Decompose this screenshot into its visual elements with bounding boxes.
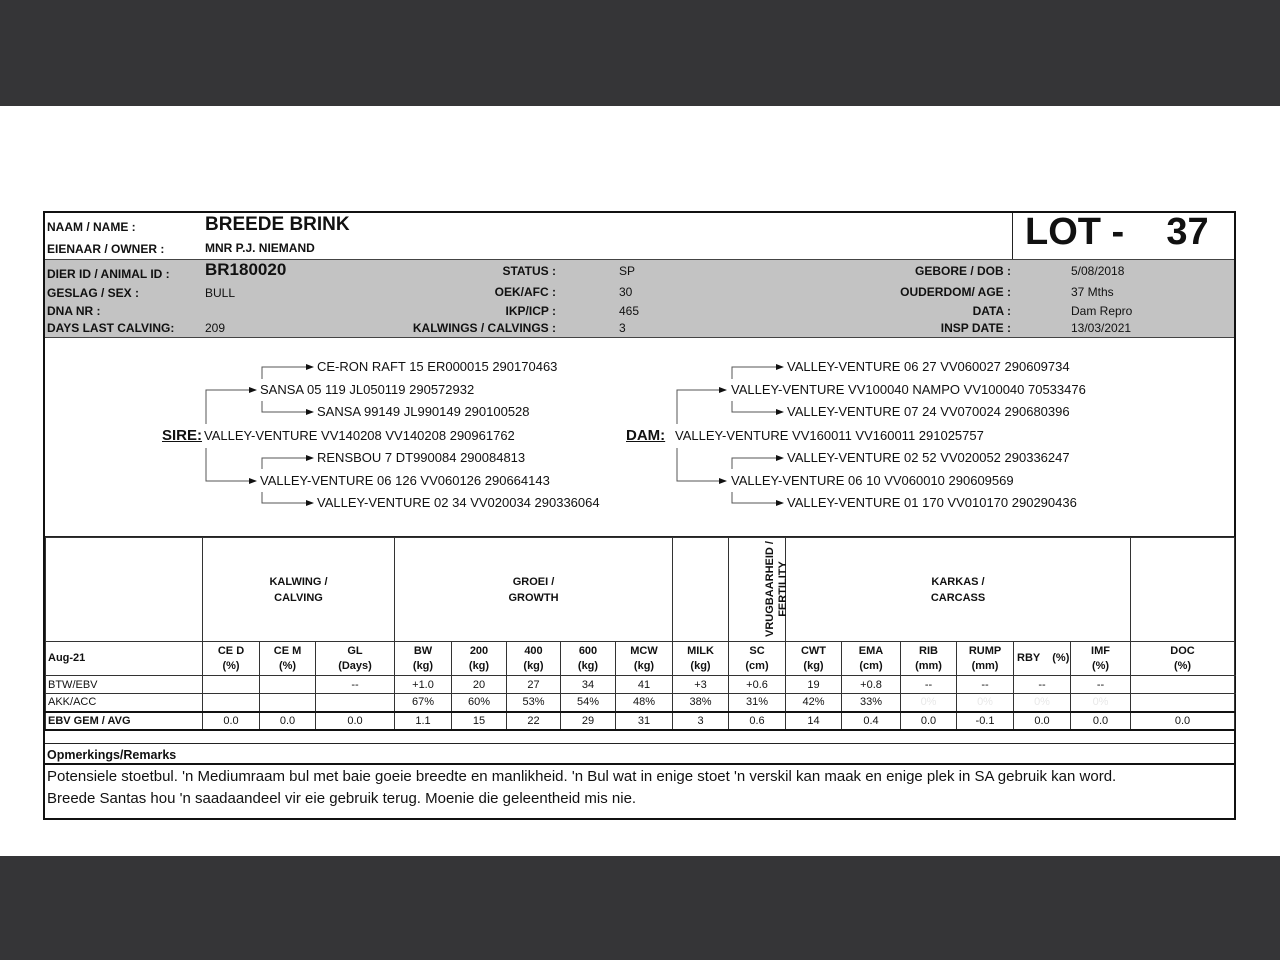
ebv-cell-ce-d bbox=[203, 694, 260, 712]
lot-number: LOT - 37 bbox=[1025, 211, 1209, 253]
ebv-cell-cwt: 42% bbox=[786, 694, 842, 712]
col-header-rib bbox=[901, 642, 957, 676]
col-name: RUMP bbox=[968, 644, 1002, 657]
col-name: BW bbox=[413, 644, 433, 657]
col-header-600 bbox=[561, 642, 616, 676]
lot-sheet bbox=[43, 211, 1236, 820]
group-carcass bbox=[786, 538, 1131, 642]
ebv-cell-rby: -- bbox=[1014, 676, 1071, 694]
ebv-cell-200: 15 bbox=[452, 712, 507, 730]
ebv-cell-ema: +0.8 bbox=[842, 676, 901, 694]
col-unit: (%) bbox=[1052, 652, 1070, 664]
col-name: 200 bbox=[469, 644, 489, 657]
ebv-cell-rib: -- bbox=[901, 676, 957, 694]
ebv-cell-sc: +0.6 bbox=[729, 676, 786, 694]
ebv-cell-600: 54% bbox=[561, 694, 616, 712]
col-header-doc bbox=[1131, 642, 1235, 676]
col-header-rby bbox=[1014, 642, 1071, 676]
group-calving-line1: KALWING / bbox=[269, 575, 328, 588]
insp-date-label: INSP DATE : bbox=[940, 321, 1011, 335]
ebv-cell-doc bbox=[1131, 676, 1235, 694]
ebv-cell-mcw: 48% bbox=[616, 694, 673, 712]
data-value: Dam Repro bbox=[1071, 304, 1133, 318]
group-growth bbox=[395, 538, 673, 642]
ebv-cell-ce-d: 0.0 bbox=[203, 712, 260, 730]
dam-dam-sire-name: VALLEY-VENTURE 02 52 VV020052 290336247 bbox=[787, 450, 1070, 465]
ebv-row-ebv bbox=[46, 676, 1235, 694]
group-empty bbox=[46, 538, 203, 642]
col-name: GL bbox=[347, 644, 363, 657]
col-header-bw bbox=[395, 642, 452, 676]
group-growth-line1: GROEI / bbox=[512, 575, 555, 588]
col-header-400 bbox=[507, 642, 561, 676]
col-unit: (kg) bbox=[412, 659, 434, 672]
ebv-cell-200: 20 bbox=[452, 676, 507, 694]
ebv-cell-cwt: 19 bbox=[786, 676, 842, 694]
ebv-cell-milk: 3 bbox=[673, 712, 729, 730]
col-name: 600 bbox=[578, 644, 598, 657]
ebv-cell-600: 34 bbox=[561, 676, 616, 694]
col-header-ce-m bbox=[260, 642, 316, 676]
ebv-cell-milk: +3 bbox=[673, 676, 729, 694]
ebv-cell-rby: 0% bbox=[1014, 694, 1071, 712]
col-unit: (kg) bbox=[803, 659, 824, 672]
ebv-cell-rump: 0% bbox=[957, 694, 1014, 712]
ebv-cell-ce-m bbox=[260, 694, 316, 712]
calvings-value: 3 bbox=[619, 321, 626, 335]
ebv-cell-bw: +1.0 bbox=[395, 676, 452, 694]
owner-label: EIENAAR / OWNER : bbox=[47, 242, 165, 256]
sire-sire-dam-name: SANSA 99149 JL990149 290100528 bbox=[317, 404, 530, 419]
sex-value: BULL bbox=[205, 286, 236, 300]
col-header-rump bbox=[957, 642, 1014, 676]
ebv-cell-mcw: 31 bbox=[616, 712, 673, 730]
ebv-cell-rby: 0.0 bbox=[1014, 712, 1071, 730]
data-label: DATA : bbox=[972, 304, 1011, 318]
sire-sire-name: SANSA 05 119 JL050119 290572932 bbox=[260, 382, 475, 397]
col-name: CE M bbox=[273, 644, 302, 657]
owner-value: MNR P.J. NIEMAND bbox=[205, 241, 315, 255]
remarks-body bbox=[47, 766, 1232, 810]
col-unit: (kg) bbox=[577, 659, 599, 672]
group-carcass-line2: CARCASS bbox=[930, 591, 986, 604]
ebv-cell-doc bbox=[1131, 694, 1235, 712]
status-label: STATUS : bbox=[502, 264, 556, 278]
age-value: 37 Mths bbox=[1071, 285, 1114, 299]
status-value: SP bbox=[619, 264, 636, 278]
col-unit: (kg) bbox=[690, 659, 711, 672]
header-name-block bbox=[45, 213, 1234, 259]
col-header-mcw bbox=[616, 642, 673, 676]
calvings-label: KALWINGS / CALVINGS : bbox=[412, 321, 556, 335]
col-unit: (cm) bbox=[859, 659, 883, 672]
col-unit: (kg) bbox=[523, 659, 544, 672]
col-name: MCW bbox=[630, 644, 658, 657]
ebv-cell-400: 22 bbox=[507, 712, 561, 730]
ebv-cell-rump: -0.1 bbox=[957, 712, 1014, 730]
ebv-cell-bw: 67% bbox=[395, 694, 452, 712]
pedigree-section bbox=[45, 338, 1234, 537]
ebv-cell-ce-d bbox=[203, 676, 260, 694]
col-header-ce-d bbox=[203, 642, 260, 676]
col-name: 400 bbox=[524, 644, 543, 657]
col-unit: (%) bbox=[1173, 659, 1192, 672]
col-unit: (%) bbox=[1091, 659, 1110, 672]
col-unit: (kg) bbox=[633, 659, 655, 672]
col-header-cwt bbox=[786, 642, 842, 676]
dob-label: GEBORE / DOB : bbox=[914, 264, 1011, 278]
animal-details bbox=[45, 259, 1234, 338]
col-name: IMF bbox=[1091, 644, 1110, 657]
ebv-cell-ema: 33% bbox=[842, 694, 901, 712]
row-label: EBV GEM / AVG bbox=[46, 712, 203, 730]
dam-dam-dam-name: VALLEY-VENTURE 01 170 VV010170 290290436 bbox=[787, 495, 1077, 510]
sex-label: GESLAG / SEX : bbox=[47, 286, 140, 300]
row-label: AKK/ACC bbox=[46, 694, 203, 712]
group-calving bbox=[203, 538, 395, 642]
col-unit: (%) bbox=[222, 659, 240, 672]
ebv-cell-ema: 0.4 bbox=[842, 712, 901, 730]
col-name: MILK bbox=[687, 644, 714, 657]
ebv-cell-imf: -- bbox=[1071, 676, 1131, 694]
days-last-calving-value: 209 bbox=[205, 321, 226, 335]
bottom-dark-band bbox=[0, 856, 1280, 960]
ebv-cell-bw: 1.1 bbox=[395, 712, 452, 730]
ebv-cell-imf: 0% bbox=[1071, 694, 1131, 712]
ebv-row-average bbox=[46, 712, 1235, 730]
col-unit: (mm) bbox=[915, 659, 942, 672]
ebv-cell-cwt: 14 bbox=[786, 712, 842, 730]
name-value: BREEDE BRINK bbox=[205, 214, 350, 235]
ebv-cell-600: 29 bbox=[561, 712, 616, 730]
ebv-cell-400: 53% bbox=[507, 694, 561, 712]
ebv-period: Aug-21 bbox=[46, 642, 203, 676]
sire-dam-dam-name: VALLEY-VENTURE 02 34 VV020034 290336064 bbox=[317, 495, 600, 510]
ebv-cell-doc: 0.0 bbox=[1131, 712, 1235, 730]
ebv-cell-rib: 0.0 bbox=[901, 712, 957, 730]
col-header-imf bbox=[1071, 642, 1131, 676]
ebv-cell-400: 27 bbox=[507, 676, 561, 694]
lot-box bbox=[1012, 213, 1234, 259]
col-unit: (kg) bbox=[468, 659, 490, 672]
col-name: EMA bbox=[858, 644, 884, 657]
ebv-cell-gl: -- bbox=[316, 676, 395, 694]
col-header-sc bbox=[729, 642, 786, 676]
col-header-gl bbox=[316, 642, 395, 676]
dam-sire-dam-name: VALLEY-VENTURE 07 24 VV070024 290680396 bbox=[787, 404, 1070, 419]
afc-label: OEK/AFC : bbox=[494, 285, 556, 299]
ebv-table bbox=[45, 537, 1235, 731]
col-name: CWT bbox=[800, 644, 827, 657]
ebv-cell-sc: 0.6 bbox=[729, 712, 786, 730]
group-carcass-line1: KARKAS / bbox=[931, 575, 985, 588]
col-unit: (mm) bbox=[971, 659, 999, 672]
group-fertility bbox=[729, 538, 789, 642]
sire-dam-sire-name: RENSBOU 7 DT990084 290084813 bbox=[317, 450, 526, 465]
sire-name: VALLEY-VENTURE VV140208 VV140208 290961762 bbox=[204, 428, 515, 443]
col-unit: (%) bbox=[278, 659, 297, 672]
sire-heading: SIRE: bbox=[162, 427, 203, 444]
insp-date-value: 13/03/2021 bbox=[1071, 321, 1132, 335]
ebv-cell-imf: 0.0 bbox=[1071, 712, 1131, 730]
dam-sire-name: VALLEY-VENTURE VV100040 NAMPO VV100040 70533476 bbox=[731, 382, 1086, 397]
name-label: NAAM / NAME : bbox=[47, 220, 136, 234]
col-name: SC bbox=[749, 644, 765, 657]
col-header-ema bbox=[842, 642, 901, 676]
ebv-cell-rump: -- bbox=[957, 676, 1014, 694]
col-unit: (cm) bbox=[745, 659, 769, 672]
col-name: RIB bbox=[919, 644, 938, 657]
group-calving-line2: CALVING bbox=[274, 591, 323, 604]
group-growth-line2: GROWTH bbox=[508, 591, 559, 604]
ebv-cell-milk: 38% bbox=[673, 694, 729, 712]
col-header-200 bbox=[452, 642, 507, 676]
icp-value: 465 bbox=[619, 304, 640, 318]
ebv-cell-ce-m: 0.0 bbox=[260, 712, 316, 730]
age-label: OUDERDOM/ AGE : bbox=[900, 285, 1011, 299]
dam-name: VALLEY-VENTURE VV160011 VV160011 291025757 bbox=[675, 428, 984, 443]
sire-dam-name: VALLEY-VENTURE 06 126 VV060126 290664143 bbox=[260, 473, 550, 488]
ebv-group-row bbox=[46, 538, 1235, 642]
ebv-row-accuracy bbox=[46, 694, 1235, 712]
ebv-table-section bbox=[45, 537, 1234, 731]
col-name: RBY bbox=[1017, 652, 1041, 664]
top-dark-band bbox=[0, 0, 1280, 106]
col-name: CE D bbox=[217, 644, 245, 657]
remarks-line-2: Breede Santas hou 'n saadaandeel vir eie gebruik terug. Moenie die geleentheid mis nie. bbox=[47, 790, 637, 807]
remarks-title: Opmerkings/Remarks bbox=[45, 743, 1234, 765]
dna-label: DNA NR : bbox=[47, 304, 101, 318]
ebv-cell-mcw: 41 bbox=[616, 676, 673, 694]
ebv-cell-gl bbox=[316, 694, 395, 712]
group-fertility-line1: VRUGBAARHEID / bbox=[763, 541, 776, 637]
group-fertility-label bbox=[764, 541, 790, 637]
group-doc-empty bbox=[1131, 538, 1235, 642]
ebv-cell-rib: 0% bbox=[901, 694, 957, 712]
row-label: BTW/EBV bbox=[46, 676, 203, 694]
col-header-milk bbox=[673, 642, 729, 676]
days-last-calving-label: DAYS LAST CALVING: bbox=[47, 321, 175, 335]
afc-value: 30 bbox=[619, 285, 633, 299]
icp-label: IKP/ICP : bbox=[505, 304, 556, 318]
dam-heading: DAM: bbox=[626, 427, 666, 444]
ebv-cell-gl: 0.0 bbox=[316, 712, 395, 730]
ebv-column-header-row bbox=[46, 642, 1235, 676]
remarks-line-1: Potensiele stoetbul. 'n Mediumraam bul met baie goeie breedte en manlikheid. 'n Bul wat in enige stoet 'n verskil kan maak en enige plek in SA gebruik kan word. bbox=[47, 768, 1117, 785]
sire-sire-sire-name: CE-RON RAFT 15 ER000015 290170463 bbox=[317, 359, 558, 374]
dam-sire-sire-name: VALLEY-VENTURE 06 27 VV060027 290609734 bbox=[787, 359, 1070, 374]
dam-dam-name: VALLEY-VENTURE 06 10 VV060010 290609569 bbox=[731, 473, 1014, 488]
animal-id-value: BR180020 bbox=[205, 260, 287, 279]
group-fertility-line2: FERTILITY bbox=[776, 561, 789, 617]
col-unit: (Days) bbox=[338, 659, 372, 672]
group-milk-empty bbox=[673, 538, 729, 642]
animal-id-label: DIER ID / ANIMAL ID : bbox=[47, 267, 170, 281]
col-name: DOC bbox=[1170, 644, 1195, 657]
dob-value: 5/08/2018 bbox=[1071, 264, 1125, 278]
ebv-cell-ce-m bbox=[260, 676, 316, 694]
ebv-cell-200: 60% bbox=[452, 694, 507, 712]
ebv-cell-sc: 31% bbox=[729, 694, 786, 712]
